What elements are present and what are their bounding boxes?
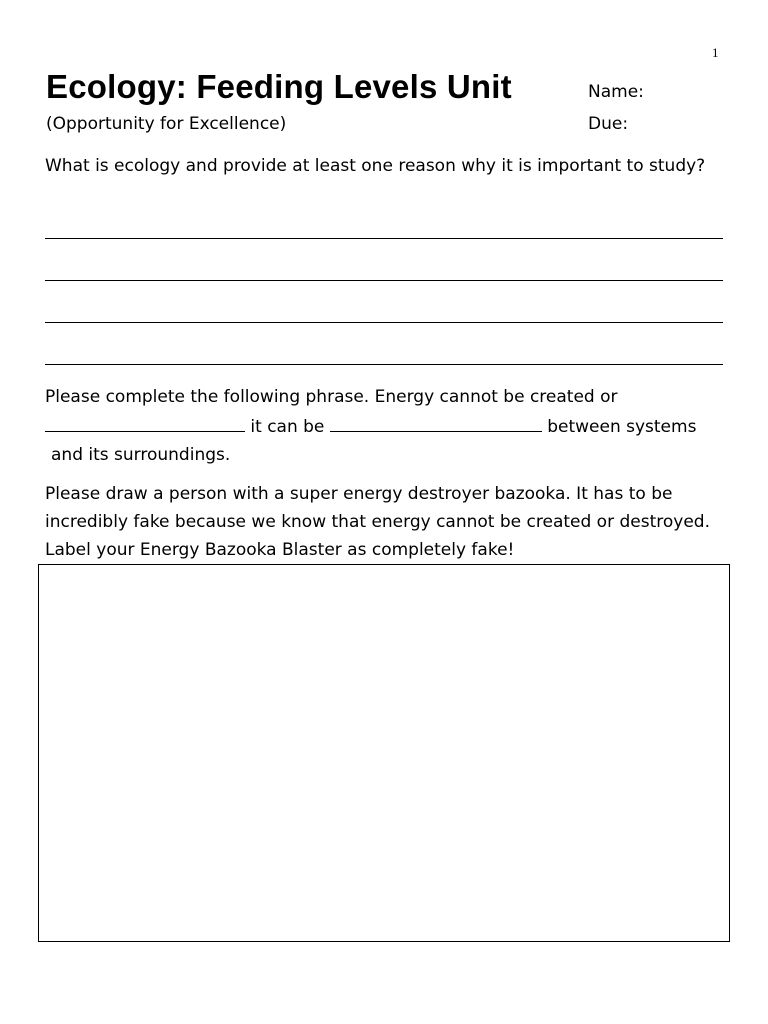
answer-line-2[interactable] [45, 280, 723, 281]
page-number: 1 [712, 45, 719, 60]
phrase-part-3: between systems [541, 417, 697, 437]
name-label: Name: [588, 82, 644, 102]
question-ecology: What is ecology and provide at least one reason why it is important to study? [45, 156, 706, 176]
phrase-part-2: it can be [245, 417, 330, 437]
phrase-part-1: Please complete the following phrase. Energy cannot be created or [45, 387, 618, 407]
question-energy-phrase [45, 383, 735, 469]
question-bazooka-drawing: Please draw a person with a super energy destroyer bazooka. It has to be incredibly fake because we know that energy cannot be created or destroyed. Label your Energy Bazooka Blaster as completely fake! [45, 484, 710, 560]
due-label: Due: [588, 114, 629, 134]
page-subtitle: (Opportunity for Excellence) [46, 114, 287, 134]
answer-line-3[interactable] [45, 322, 723, 323]
page-title: Ecology: Feeding Levels Unit [46, 68, 512, 105]
phrase-part-4: and its surroundings. [51, 445, 231, 465]
drawing-box[interactable] [38, 564, 730, 942]
fill-in-blank-1[interactable] [45, 411, 245, 432]
fill-in-blank-2[interactable] [330, 411, 542, 432]
answer-line-4[interactable] [45, 364, 723, 365]
answer-line-1[interactable] [45, 238, 723, 239]
